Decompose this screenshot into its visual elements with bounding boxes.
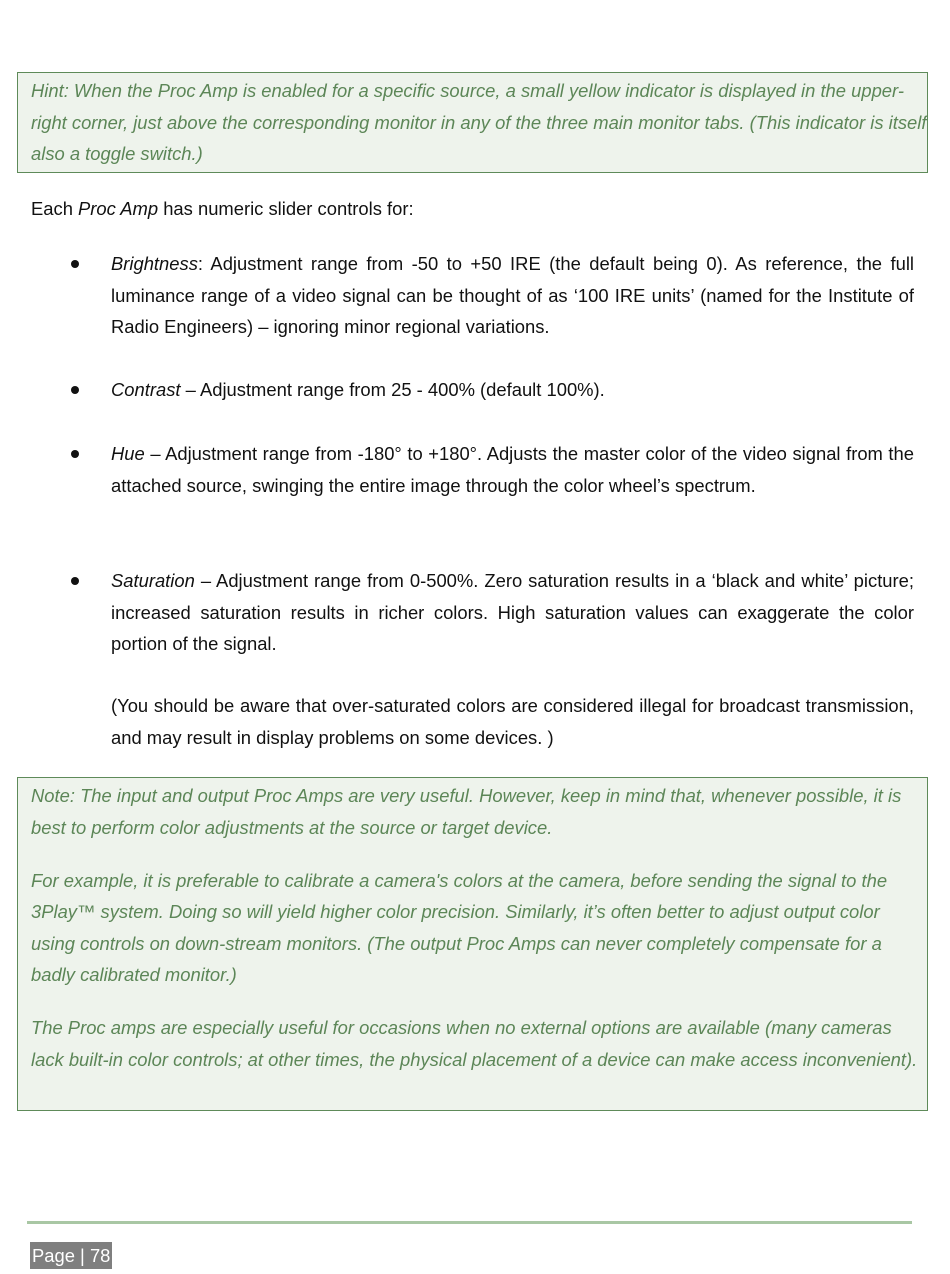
hint-callout xyxy=(17,72,928,173)
saturation-warning: (You should be aware that over-saturated colors are considered illegal for broadcast transmission, and may result in display problems on some devices. ) xyxy=(111,695,914,748)
intro-paragraph xyxy=(31,193,414,225)
bullet-description: – Adjustment range from 0-500%. Zero saturation results in a ‘black and white’ picture; increased saturation results in richer colors. High saturation values can exaggerate the color portion of the signal. xyxy=(111,570,914,654)
intro-prefix: Each xyxy=(31,198,79,219)
bullet-term: Hue xyxy=(111,443,145,464)
bullet-description: : Adjustment range from -50 to +50 IRE (the default being 0). As reference, the full luminance range of a video signal can be thought of as ‘100 IRE units’ (named for the Institute of Radio Engineers) – ignoring minor regional variations. xyxy=(111,253,914,337)
bullet-brightness xyxy=(111,248,914,343)
bullet-hue xyxy=(111,438,914,501)
bullet-description: – Adjustment range from -180° to +180°. Adjusts the master color of the video signal from the attached source, swinging the entire image through the color wheel’s spectrum. xyxy=(111,443,914,496)
bullet-term: Brightness xyxy=(111,253,198,274)
bullet-icon xyxy=(71,386,79,394)
note-paragraph: Note: The input and output Proc Amps are very useful. However, keep in mind that, whenever possible, it is best to perform color adjustments at the source or target device. xyxy=(31,785,902,838)
bullet-term: Contrast xyxy=(111,379,181,400)
bullet-icon xyxy=(71,260,79,268)
page-number-label: Page | 78 xyxy=(30,1242,112,1269)
intro-term: Proc Amp xyxy=(78,198,159,219)
note-callout xyxy=(17,777,928,1111)
bullet-icon xyxy=(71,577,79,585)
bullet-icon xyxy=(71,450,79,458)
bullet-description: – Adjustment range from 25 - 400% (default 100%). xyxy=(180,379,605,400)
hint-text: Hint: When the Proc Amp is enabled for a specific source, a small yellow indicator is displayed in the upper-right corner, just above the corresponding monitor in any of the three main monitor tabs. (This indicator is itself also a toggle switch.) xyxy=(31,80,927,164)
bullet-saturation xyxy=(111,565,914,660)
bullet-term: Saturation xyxy=(111,570,195,591)
note-paragraph: The Proc amps are especially useful for occasions when no external options are available (many cameras lack built-in color controls; at other times, the physical placement of a device can make access inconvenient). xyxy=(31,1017,918,1070)
footer-divider xyxy=(27,1221,912,1224)
bullet-contrast xyxy=(111,374,914,406)
note-paragraph: For example, it is preferable to calibrate a camera's colors at the camera, before sending the signal to the 3Play™ system. Doing so will yield higher color precision. Similarly, it’s often better to adjust output color using controls on down-stream monitors. (The output Proc Amps can never completely compensate for a badly calibrated monitor.) xyxy=(31,869,888,985)
intro-suffix: has numeric slider controls for: xyxy=(158,198,414,219)
